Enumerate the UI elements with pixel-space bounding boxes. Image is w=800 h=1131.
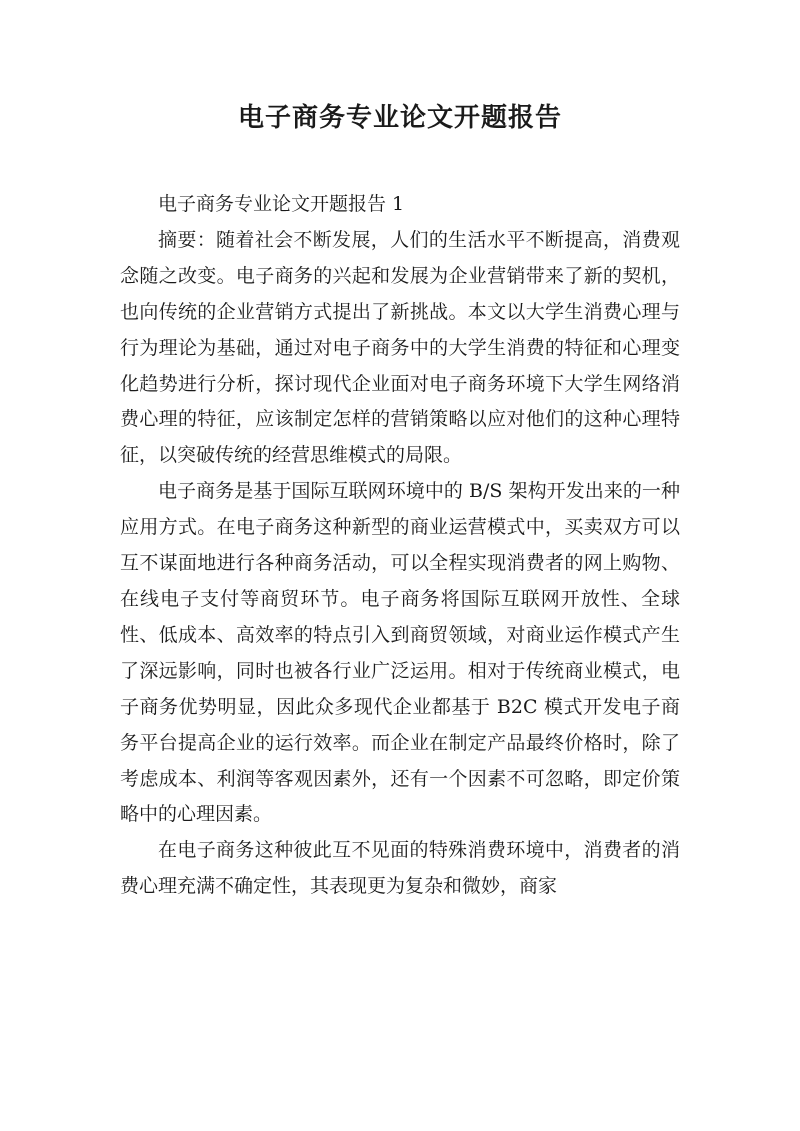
- paragraph-abstract: 摘要：随着社会不断发展，人们的生活水平不断提高，消费观念随之改变。电子商务的兴起和发展为企业营销带来了新的契机，也向传统的企业营销方式提出了新挑战。本文以大学生消费心理与行为理论为基础，通过对电子商务中的大学生消费的特征和心理变化趋势进行分析，探讨现代企业面对电子商务环境下大学生网络消费心理的特征，应该制定怎样的营销策略以应对他们的这种心理特征，以突破传统的经营思维模式的局限。: [120, 228, 680, 467]
- document-body: [120, 187, 680, 905]
- document-title: 电子商务专业论文开题报告: [237, 103, 562, 133]
- paragraph-ecommerce-intro: 电子商务是基于国际互联网环境中的 B/S 架构开发出来的一种应用方式。在电子商务这种新型的商业运营模式中，买卖双方可以互不谋面地进行各种商务活动，可以全程实现消费者的网上购物、在线电子支付等商贸环节。电子商务将国际互联网开放性、全球性、低成本、高效率的特点引入到商贸领域，对商业运作模式产生了深远影响，同时也被各行业广泛运用。相对于传统商业模式，电子商务优势明显，因此众多现代企业都基于 B2C 模式开发电子商务平台提高企业的运行效率。而企业在制定产品最终价格时，除了考虑成本、利润等客观因素外，还有一个因素不可忽略，即定价策略中的心理因素。: [120, 480, 680, 826]
- section-heading: 电子商务专业论文开题报告 1: [158, 193, 405, 215]
- paragraph-consumer-psychology: 在电子商务这种彼此互不见面的特殊消费环境中，消费者的消费心理充满不确定性，其表现更为复杂和微妙，商家: [120, 839, 680, 898]
